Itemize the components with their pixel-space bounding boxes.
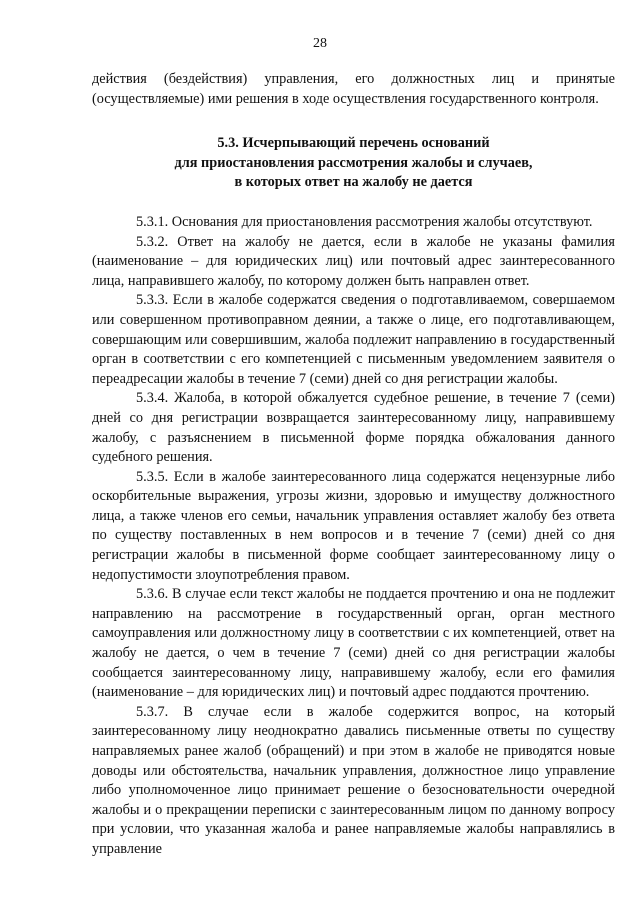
page-number: 28 — [313, 36, 327, 51]
section-heading — [92, 134, 615, 193]
paragraph-5-3-1: 5.3.1. Основания для приостановления рассмотрения жалобы отсутствуют. — [136, 213, 593, 230]
continuation-paragraph: действия (бездействия) управления, его должностных лиц и принятые (осуществляемые) ими решения в ходе осуществления государственного контроля. — [92, 71, 615, 107]
paragraph-5-3-6: 5.3.6. В случае если текст жалобы не поддается прочтению и она не подлежит направлению на рассмотрение в государственный орган, орган местного самоуправления или должностному лицу в соответствии с их компетенцией, ответ на жалобу не дается, о чем в течение 7 (семи) дней со дня регистрации жалобы сообщается заинтересованному лицу, направившему жалобу, если его фамилия (наименование – для юридических лиц) и почтовый адрес поддаются прочтению. — [92, 586, 615, 701]
paragraph-5-3-3: 5.3.3. Если в жалобе содержатся сведения о подготавливаемом, совершаемом или совершенном противоправном деянии, а также о лице, его подготавливающем, совершающим или совершившим, жалоба подлежит направлению в государственный орган в соответствии с его компетенцией с письменным уведомлением заявителя о переадресации жалобы в течение 7 (семи) дней со дня регистрации жалобы. — [92, 292, 615, 387]
document-body — [92, 70, 615, 860]
paragraph-5-3-2: 5.3.2. Ответ на жалобу не дается, если в жалобе не указаны фамилия (наименование – для юридических лиц) или почтовый адрес заинтересованного лица, направившего жалобу, по которому должен быть направлен ответ. — [92, 233, 615, 289]
paragraph-5-3-5: 5.3.5. Если в жалобе заинтересованного лица содержатся нецензурные либо оскорбительные выражения, угрозы жизни, здоровью и имуществу должностного лица, а также членов его семьи, начальник управления оставляет жалобу без ответа по существу поставленных в нем вопросов и в течение 7 (семи) дней со дня регистрации жалобы в письменной форме сообщает заинтересованному лицу о недопустимости злоупотребления правом. — [92, 468, 615, 583]
section-heading-line-2: для приостановления рассмотрения жалобы и случаев, — [174, 154, 533, 171]
paragraph-5-3-7: 5.3.7. В случае если в жалобе содержится вопрос, на который заинтересованному лицу неоднократно давались письменные ответы по существу направляемых ранее жалоб (обращений) и при этом в жалобе не приводятся новые доводы или обстоятельства, начальник управления, должностное лицо управление либо уполномоченное лицо принимает решение о безосновательности очередной жалобы и о прекращении переписки с заинтересованным лицом по данному вопросу при условии, что указанная жалоба и ранее направляемые жалобы направлялись в управление — [92, 703, 615, 857]
paragraph-5-3-4: 5.3.4. Жалоба, в которой обжалуется судебное решение, в течение 7 (семи) дней со дня регистрации возвращается заинтересованному лицу, направившему жалобу, с разъяснением в письменной форме порядка обжалования данного судебного решения. — [92, 390, 615, 466]
section-heading-line-3: в которых ответ на жалобу не дается — [234, 174, 473, 191]
section-heading-line-1: 5.3. Исчерпывающий перечень оснований — [217, 135, 490, 152]
